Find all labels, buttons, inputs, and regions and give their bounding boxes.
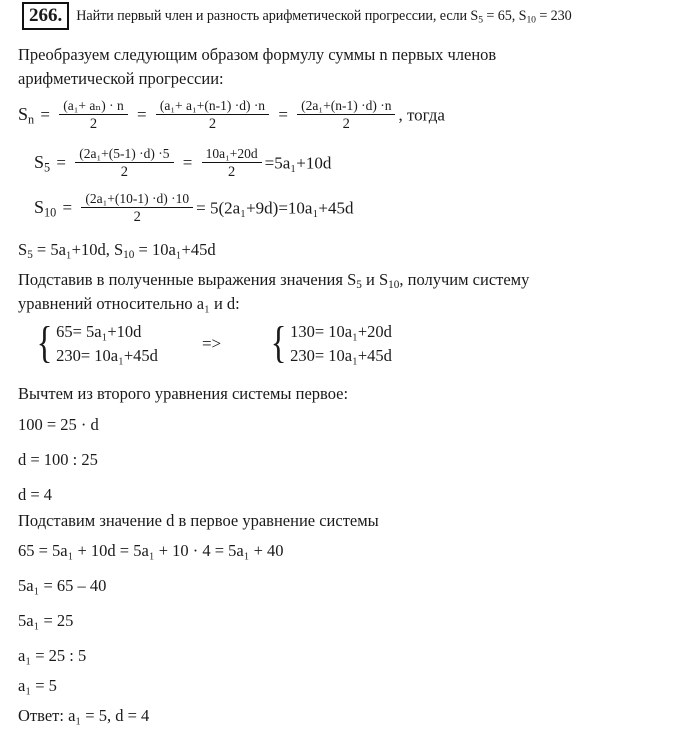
formula-s10 [0,192,700,227]
sn-label [18,104,35,127]
substitute-text-b: и S [361,270,389,289]
s5-label-sub: 5 [44,160,51,175]
sn-frac1-denominator: 2 [89,116,98,132]
formula-sn [0,99,700,134]
s10-subscript: 10 [526,14,536,26]
sn-equals-1: = [40,105,50,125]
summary-s10-sub: 10 [123,249,135,262]
substitute-sub-5: 5 [356,279,362,292]
left-brace-icon: { [36,318,53,367]
s5-label [34,152,51,175]
sn-frac1-numerator: (a₁+ aₙ) · n [59,98,128,115]
sn-frac2-denominator: 2 [208,116,217,132]
subtract-step-3: d = 4 [18,485,53,504]
summary-s5-sub: 5 [27,249,33,262]
s5-frac2-denominator: 2 [228,164,236,180]
sn-frac3-numerator: (2a₁+(n-1) ·d) ·n [297,98,395,115]
s5-label-text: S [34,152,45,173]
system-left-lines [56,320,158,368]
system-right-lines [290,320,392,368]
final-step-3: 5a₁ = 25 [18,611,74,630]
substitute-text-a: Подставив в полученные выражения значения S [18,270,357,289]
substitute-line-1 [0,268,700,292]
final-step-2: 5a₁ = 65 – 40 [18,576,107,595]
sn-equals-3: = [278,105,288,125]
s5-subscript: 5 [478,14,483,26]
s5-fraction-1 [75,146,173,181]
system-left-eq-1: 65= 5a₁+10d [56,322,142,341]
sn-tail: , тогда [398,105,445,125]
system-right-eq-2: 230= 10a₁+45d [290,346,392,365]
subtract-step-1: 100 = 25 · d [18,415,99,434]
implies-arrow-icon: => [201,334,222,353]
subtract-section [0,382,700,406]
sn-fraction-1 [59,98,128,133]
s5-fraction-2 [202,146,262,181]
problem-statement-tail2: = 230 [535,7,572,24]
final-answer: Ответ: a₁ = 5, d = 4 [18,706,150,725]
final-heading: Подставим значение d в первое уравнение системы [18,511,379,530]
system-left [34,320,158,368]
system-right-eq-1: 130= 10a₁+20d [290,322,392,341]
sn-fraction-2 [156,98,269,133]
intro-line-1: Преобразуем следующим образом формулу суммы n первых членов [18,45,497,64]
s10-frac1-denominator: 2 [133,209,141,225]
system-left-eq-2: 230= 10a₁+45d [56,346,158,365]
substitute-line-2: уравнений относительно a₁ и d: [18,294,240,313]
subtract-heading: Вычтем из второго уравнения системы первое: [18,384,349,403]
s5-frac1-numerator: (2a₁+(5-1) ·d) ·5 [75,146,173,163]
formula-s5 [0,147,700,182]
intro-line-2: арифметической прогрессии: [18,69,224,88]
sn-frac3-denominator: 2 [342,116,350,132]
s10-label-sub: 10 [44,205,57,220]
sn-label-text: S [18,104,29,125]
subtract-step-2: d = 100 : 25 [18,450,98,469]
s10-frac1-numerator: (2a₁+(10-1) ·d) ·10 [81,191,193,208]
final-step-4: a₁ = 25 : 5 [18,646,87,665]
right-brace-icon: { [270,318,287,367]
intro-paragraph [0,43,700,91]
final-step-5: a₁ = 5 [18,676,57,695]
final-step-1: 65 = 5a₁ + 10d = 5a₁ + 10 · 4 = 5a₁ + 40 [18,541,284,560]
s10-label [34,197,57,220]
final-section [0,509,700,533]
substitute-sub-10: 10 [388,279,400,292]
substitute-text-c: , получим систему [399,270,530,289]
s5-frac2-numerator: 10a₁+20d [202,146,262,163]
sn-equals-2: = [137,105,147,125]
summary-middle: = 5a₁+10d, S [32,240,124,259]
s10-tail: = 5(2a₁+9d)=10a₁+45d [196,198,354,218]
s5-equals-1: = [56,153,66,173]
problem-number-box: 266. [22,2,69,30]
problem-header [0,0,700,28]
sn-frac2-numerator: (a₁+ a₁+(n-1) ·d) ·n [156,98,269,115]
system-right [268,320,392,368]
s10-fraction-1 [81,191,193,226]
s5-frac1-denominator: 2 [120,164,128,180]
summary-end: = 10a₁+45d [134,240,216,259]
problem-statement-main: Найти первый член и разность арифметической прогрессии, если S [76,7,479,24]
summary-s5: S [18,240,28,259]
substitute-paragraph [0,268,700,316]
s10-label-text: S [34,197,45,218]
sn-label-sub: n [28,112,35,127]
sn-fraction-3 [297,98,395,133]
s10-equals-1: = [62,198,73,218]
problem-statement [76,8,571,25]
summary-line [0,237,700,263]
s5-tail: =5a₁+10d [264,153,332,173]
equation-systems [0,320,700,368]
problem-statement-tail: = 65, S [482,7,527,24]
s5-equals-2: = [182,153,193,173]
